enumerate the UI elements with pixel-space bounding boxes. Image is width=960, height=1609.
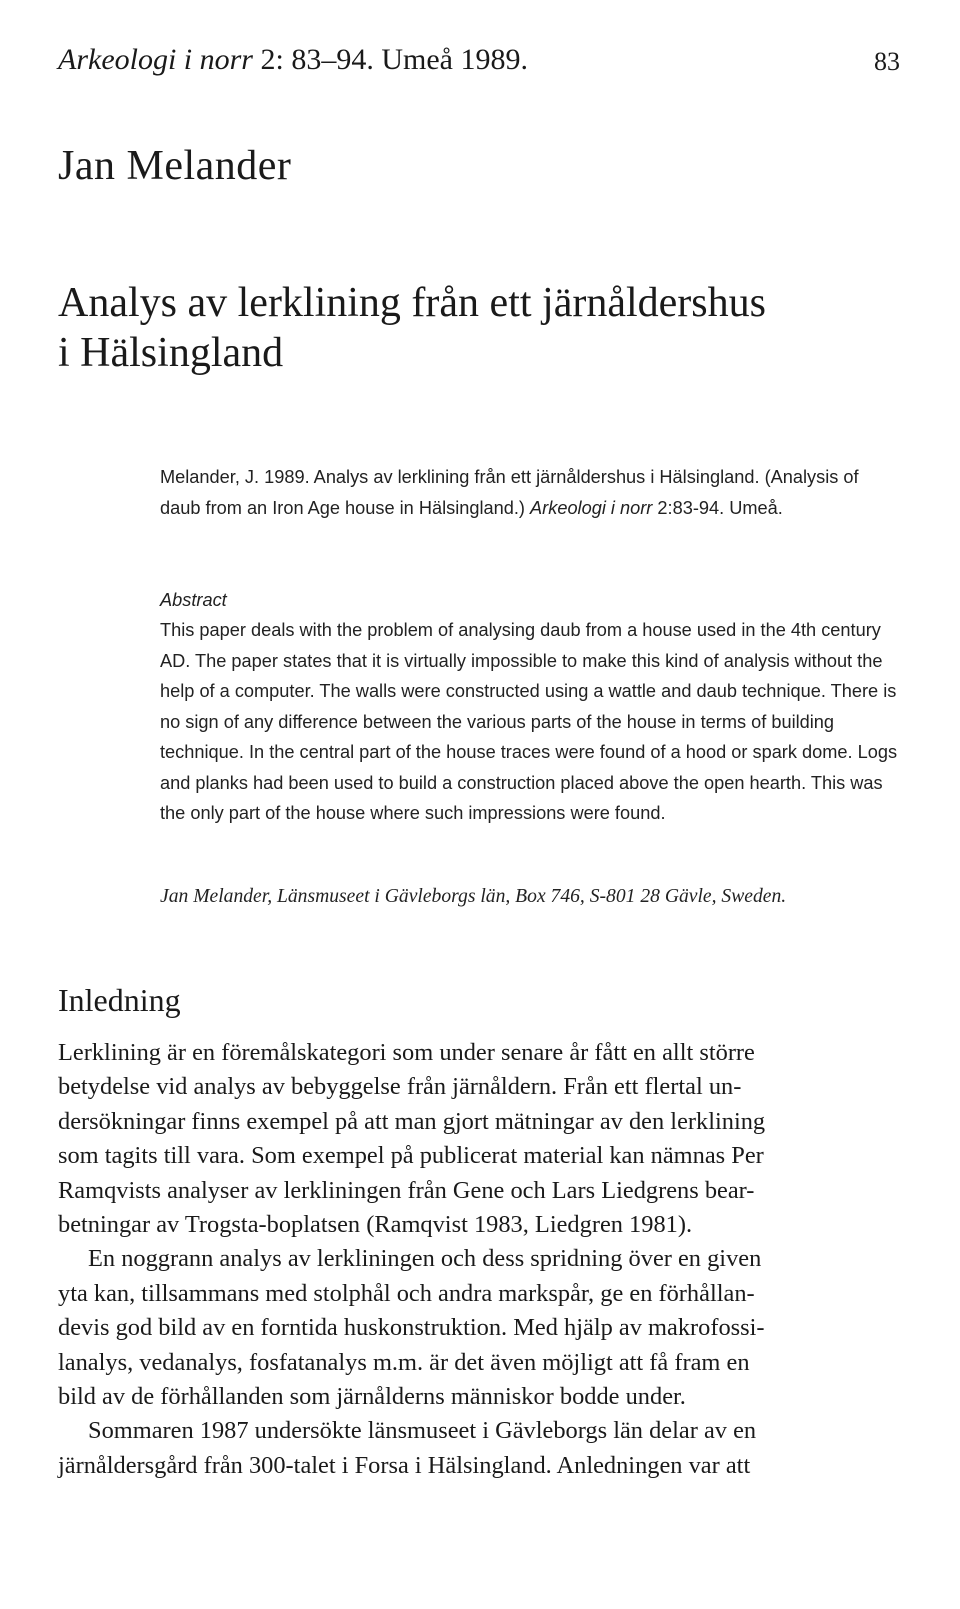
citation-text	[160, 462, 902, 523]
citation	[160, 462, 902, 523]
citation-part: Melander, J. 1989. Analys av lerklining från ett järnåldershus i Hälsingland. (Analysis of daub from an Iron Age house in Hälsingland.)	[160, 467, 859, 518]
body-line: järnåldersgård från 300-talet i Forsa i Hälsingland. Anledningen var att	[58, 1451, 751, 1479]
body-line: Sommaren 1987 undersökte länsmuseet i Gävleborgs län delar av en	[88, 1417, 757, 1445]
article-title	[58, 278, 918, 378]
body-line: En noggrann analys av lerkliningen och dess spridning över en given	[88, 1245, 762, 1273]
body-line: betydelse vid analys av bebyggelse från järnåldern. Från ett flertal un-	[58, 1073, 742, 1101]
body-line: bild av de förhållanden som järnålderns människor bodde under.	[58, 1383, 686, 1411]
citation-journal: Arkeologi i norr	[530, 497, 653, 518]
body-line: devis god bild av en forntida huskonstruktion. Med hjälp av makrofossi-	[58, 1314, 765, 1342]
citation-part: 2:83-94. Umeå.	[652, 497, 783, 518]
body-line: Lerklining är en föremålskategori som under senare år fått en allt större	[58, 1039, 755, 1066]
body-line: som tagits till vara. Som exempel på publicerat material kan nämnas Per	[58, 1142, 764, 1170]
body-text	[58, 1036, 904, 1483]
body-line: Ramqvists analyser av lerkliningen från Gene och Lars Liedgrens bear-	[58, 1176, 755, 1204]
page-number: 83	[874, 47, 900, 76]
author-name: Jan Melander	[58, 143, 292, 189]
running-head-volume: 2: 83–94. Umeå 1989.	[253, 43, 528, 76]
section-heading: Inledning	[58, 982, 181, 1018]
running-head	[58, 42, 528, 78]
running-head-journal: Arkeologi i norr	[58, 43, 253, 76]
title-line: i Hälsingland	[58, 330, 284, 376]
title-line: Analys av lerklining från ett järnåldershus	[58, 280, 766, 326]
abstract	[160, 585, 902, 829]
body-line: lanalys, vedanalys, fosfatanalys m.m. är det även möjligt att få fram en	[58, 1348, 750, 1376]
abstract-heading: Abstract	[160, 590, 227, 610]
body-line: yta kan, tillsammans med stolphål och andra markspår, ge en förhållan-	[58, 1279, 755, 1307]
body-line: dersökningar finns exempel på att man gjort mätningar av den lerklining	[58, 1107, 766, 1135]
abstract-text: This paper deals with the problem of analysing daub from a house used in the 4th century AD. The paper states that it is virtually impossible to make this kind of analysis without the help of a computer. The walls were constructed using a wattle and daub technique. There is no sign of any difference between the various parts of the house in terms of building technique. In the central part of the house traces were found of a hood or spark dome. Logs and planks had been used to build a construction placed above the open hearth. This was the only part of the house where such impressions were found.	[160, 620, 898, 823]
author-affiliation: Jan Melander, Länsmuseet i Gävleborgs län, Box 746, S-801 28 Gävle, Sweden.	[160, 886, 787, 907]
body-line: betningar av Trogsta-boplatsen (Ramqvist 1983, Liedgren 1981).	[58, 1211, 693, 1239]
